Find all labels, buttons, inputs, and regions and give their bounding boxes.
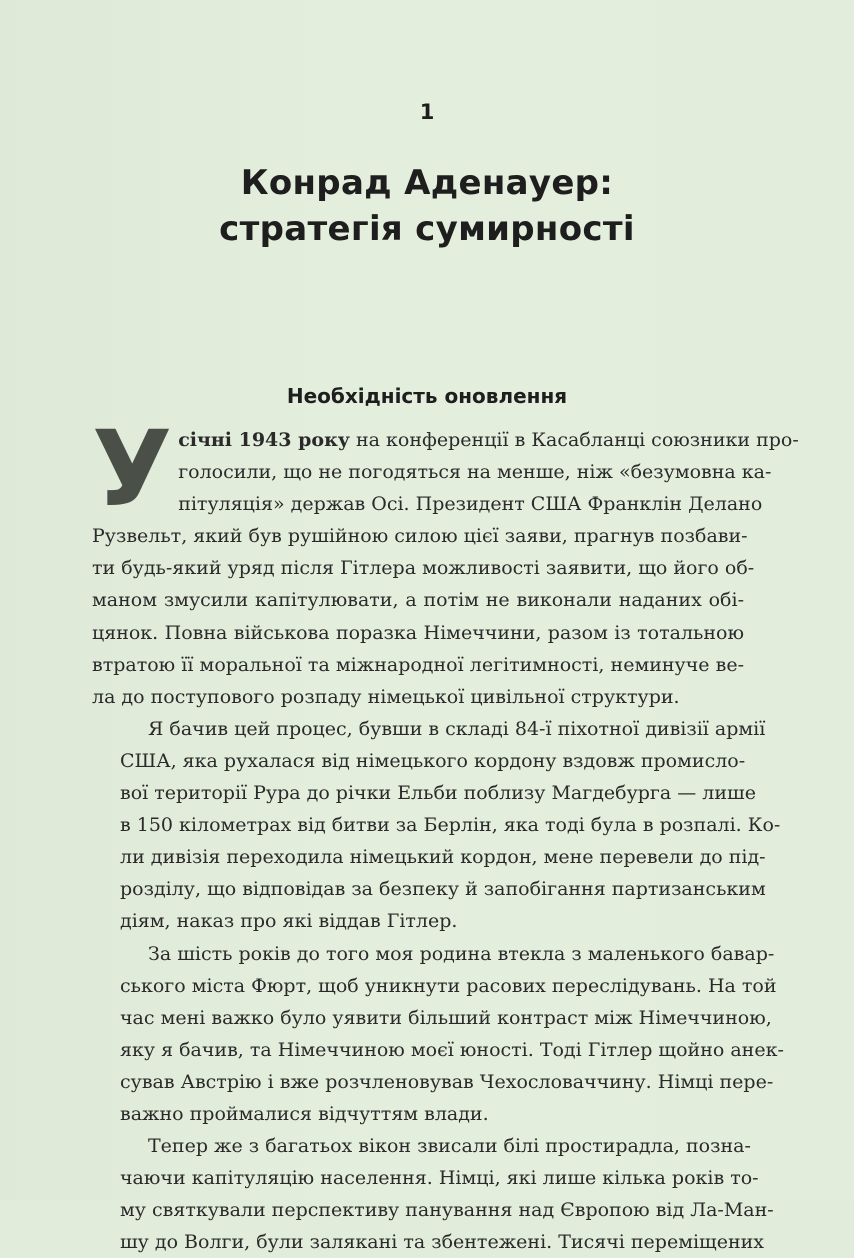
paragraph-line: маном змусили капітулювати, а потім не виконали наданих обі-	[92, 589, 744, 612]
paragraph-line: цянок. Повна військова поразка Німеччини, разом із тотальною	[92, 621, 744, 644]
bold-lead-text: січні 1943 року	[178, 429, 350, 451]
paragraph-4	[92, 1130, 774, 1258]
paragraph-line: втратою її моральної та міжнародної легітимності, неминуче ве-	[92, 653, 744, 676]
paragraph-line: вої території Рура до річки Ельби поблизу Магдебурга — лише	[120, 782, 756, 805]
paragraph-line: ли дивізія переходила німецький кордон, мене перевели до під-	[120, 846, 766, 869]
paragraph-line: розділу, що відповідав за безпеку й запобігання партизанським	[120, 878, 766, 901]
paragraph-1	[92, 408, 799, 713]
chapter-title	[60, 160, 794, 252]
paragraph-line: діям, наказ про які віддав Гітлер.	[120, 910, 458, 933]
paragraph-line: му святкували перспективу панування над Європою від Ла-Ман-	[120, 1199, 774, 1222]
paragraph-line: чаючи капітуляцію населення. Німці, які лише кілька років то-	[120, 1167, 759, 1190]
paragraph-line: За шість років до того моя родина втекла з маленького бавар-	[148, 942, 775, 965]
paragraph-line: час мені важко було уявити більший контраст між Німеччиною,	[120, 1006, 772, 1029]
paragraph-2	[92, 713, 781, 938]
section-heading: Необхідність оновлення	[286, 384, 568, 408]
paragraph-line: ського міста Фюрт, щоб уникнути расових переслідувань. На той	[120, 974, 777, 997]
paragraph-line: січні 1943 року на конференції в Касабланці союзники про-	[178, 429, 799, 451]
paragraph-line: сував Австрію і вже розчленовував Чехословаччину. Німці пере-	[120, 1070, 774, 1093]
body-text	[92, 408, 799, 1258]
paragraph-line: шу до Волги, були залякані та збентежені. Тисячі переміщених	[120, 1231, 764, 1254]
paragraph-line: голосили, що не погодяться на менше, ніж «безумовна ка-	[178, 461, 772, 484]
paragraph-line: Рузвельт, який був рушійною силою цієї заяви, прагнув позбави-	[92, 525, 748, 548]
paragraph-line: важно проймалися відчуттям влади.	[120, 1102, 489, 1125]
paragraph-line: Тепер же з багатьох вікон звисали білі простирадла, позна-	[148, 1135, 751, 1158]
paragraph-line: ти будь-який уряд після Гітлера можливості заявити, що його об-	[92, 557, 755, 580]
paragraph-line: пітуляція» держав Осі. Президент США Франклін Делано	[178, 493, 763, 516]
chapter-title-line-2: стратегія сумирності	[219, 209, 635, 249]
chapter-title-line-1: Конрад Аденауер:	[240, 163, 614, 203]
paragraph-line: в 150 кілометрах від битви за Берлін, яка тоді була в розпалі. Ко-	[120, 814, 781, 837]
paragraph-line: США, яка рухалася від німецького кордону вздовж промисло-	[120, 749, 746, 772]
chapter-number: 1	[419, 100, 435, 124]
paragraph-line: ла до поступового розпаду німецької цивільної структури.	[92, 685, 680, 708]
paragraph-line: яку я бачив, та Німеччиною моєї юності. Тоді Гітлер щойно анек-	[120, 1038, 784, 1061]
paragraph-line: Я бачив цей процес, бувши в складі 84-ї піхотної дивізії армії	[148, 717, 766, 740]
drop-cap: У	[92, 408, 173, 530]
paragraph-3	[92, 938, 784, 1131]
